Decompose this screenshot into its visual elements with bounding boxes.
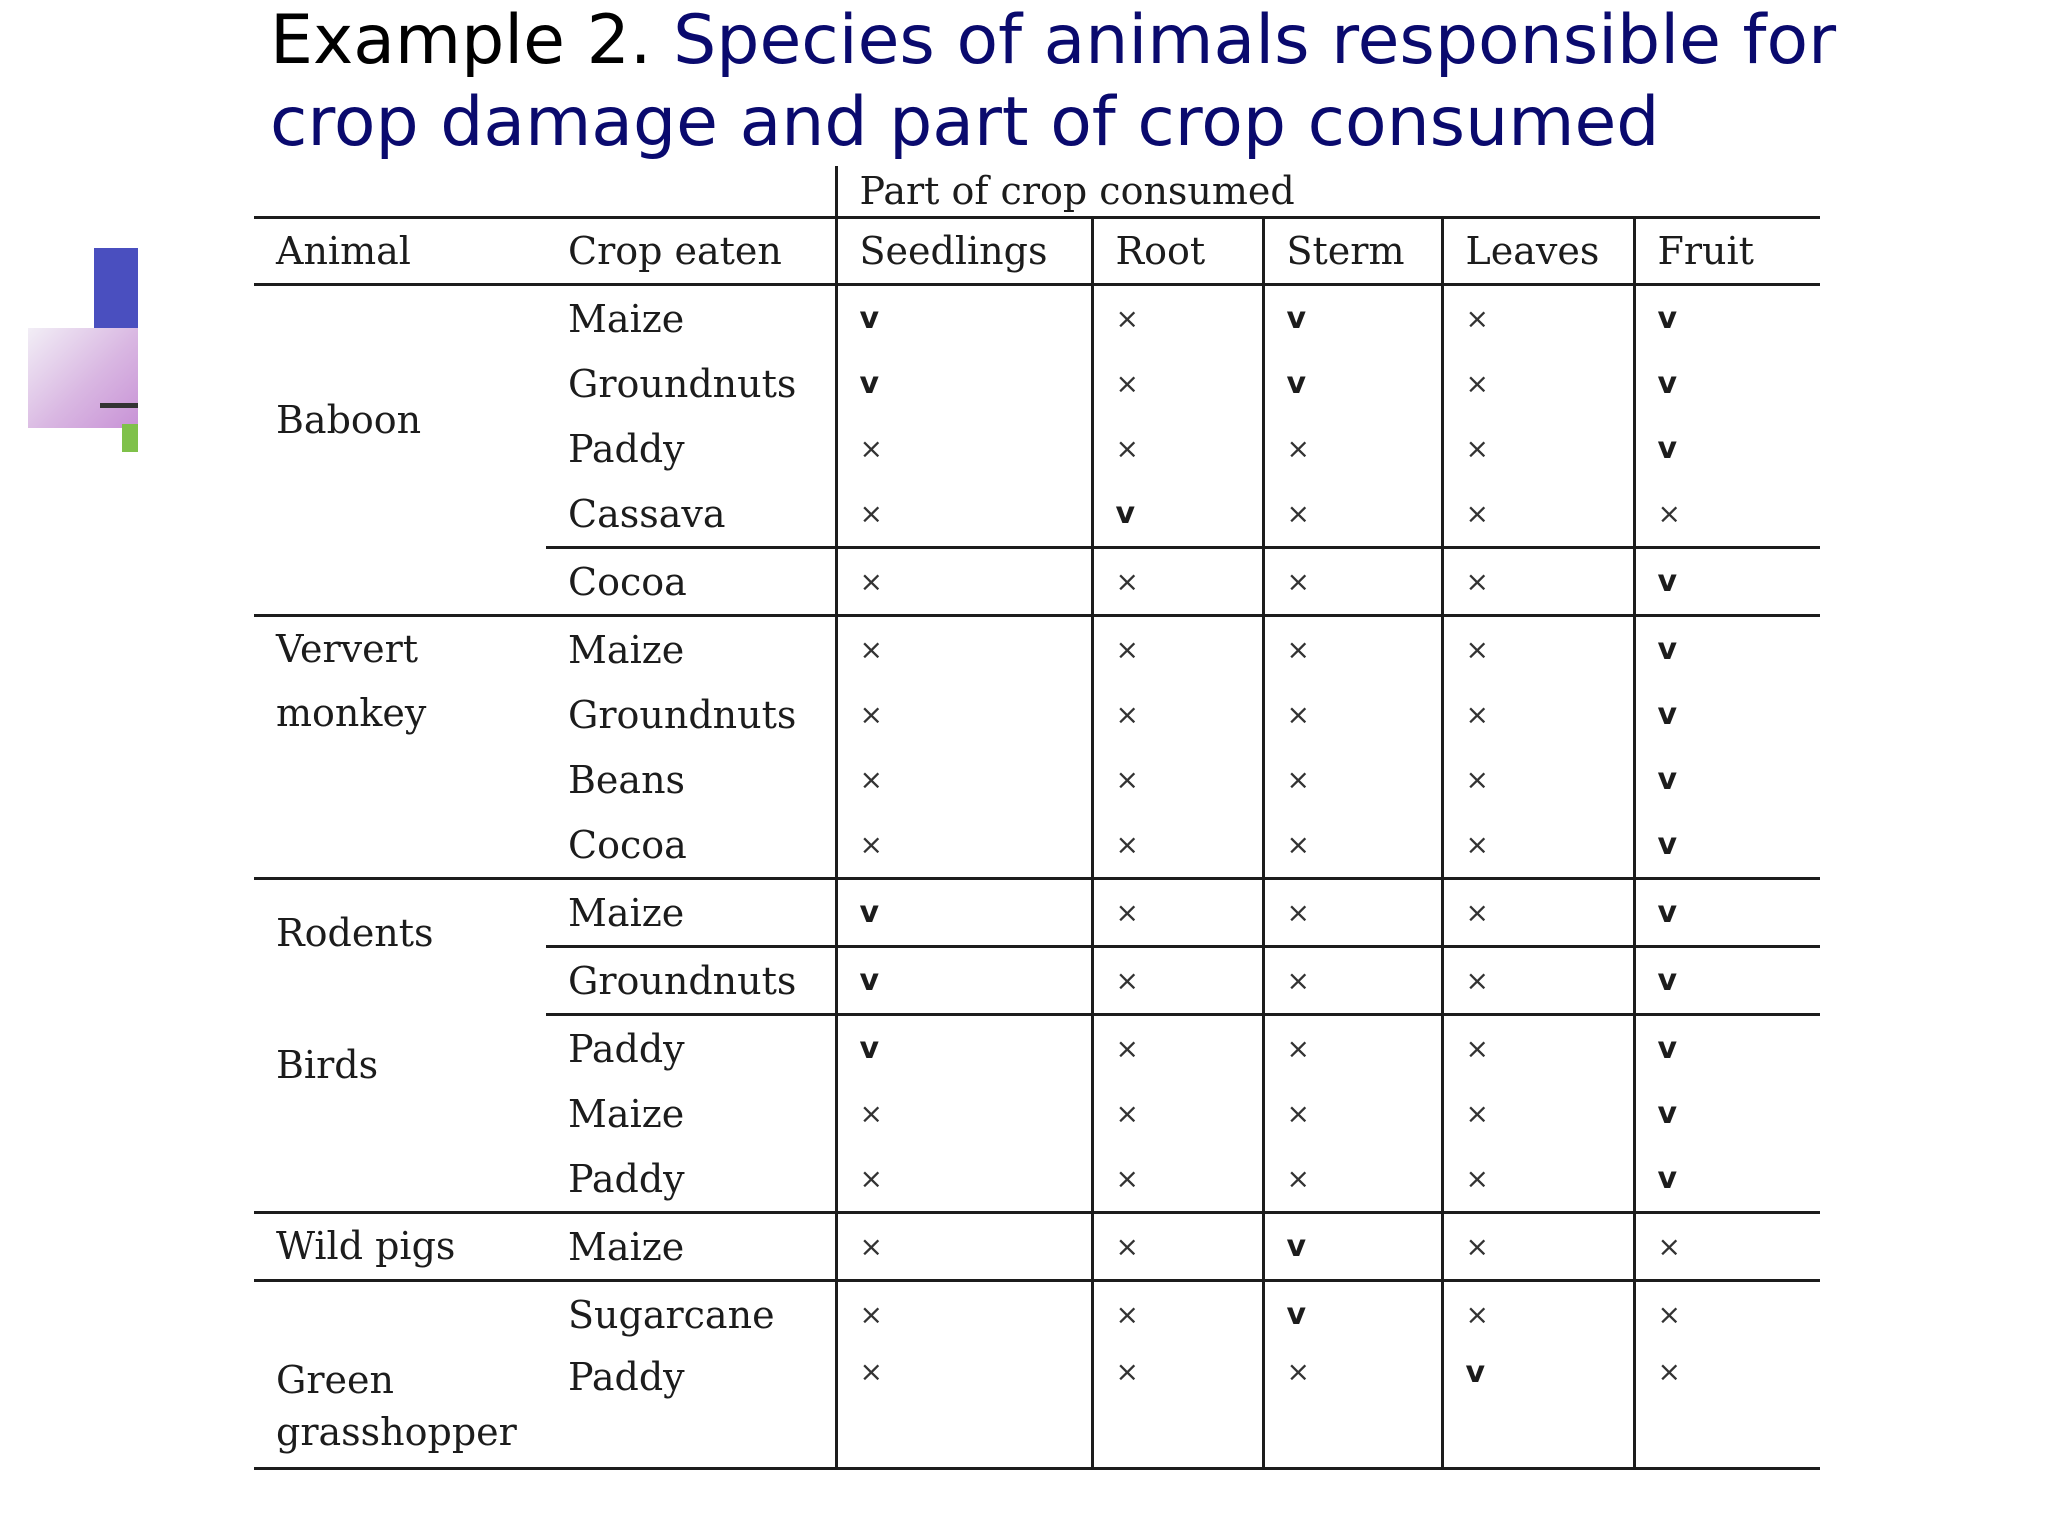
- crop-cell: Paddy: [546, 1015, 836, 1082]
- animal-cell: [254, 1213, 546, 1281]
- table-row: [254, 285, 1820, 352]
- cell-root: ×: [1092, 548, 1263, 616]
- cell-fruit: v: [1634, 548, 1820, 616]
- cell-root: ×: [1092, 1347, 1263, 1469]
- header-animal: Animal: [254, 218, 546, 285]
- cell-seedlings: ×: [836, 1281, 1092, 1348]
- title-main: Species of animals responsible for crop damage and part of crop consumed: [270, 1, 1837, 162]
- cell-stem: ×: [1263, 812, 1442, 879]
- cell-seedlings: ×: [836, 548, 1092, 616]
- cell-leaves: ×: [1442, 812, 1634, 879]
- cell-fruit: v: [1634, 682, 1820, 747]
- cell-root: ×: [1092, 1146, 1263, 1213]
- header-root: Root: [1092, 218, 1263, 285]
- cell-root: v: [1092, 481, 1263, 548]
- cell-seedlings: ×: [836, 1213, 1092, 1281]
- cell-leaves: ×: [1442, 1081, 1634, 1146]
- cell-stem: ×: [1263, 947, 1442, 1015]
- cell-seedlings: v: [836, 947, 1092, 1015]
- cell-fruit: v: [1634, 351, 1820, 416]
- crop-cell: Groundnuts: [546, 947, 836, 1015]
- cell-seedlings: v: [836, 879, 1092, 947]
- decorative-gradient-block: [28, 328, 138, 428]
- header-stem: Sterm: [1263, 218, 1442, 285]
- cell-leaves: ×: [1442, 879, 1634, 947]
- table-row: [254, 616, 1820, 683]
- table-row: [254, 879, 1820, 947]
- decorative-line: [100, 403, 138, 408]
- cell-stem: ×: [1263, 747, 1442, 812]
- cell-fruit: v: [1634, 812, 1820, 879]
- cell-seedlings: ×: [836, 812, 1092, 879]
- cell-stem: v: [1263, 285, 1442, 352]
- animal-label: Green: [276, 1358, 394, 1402]
- cell-seedlings: ×: [836, 481, 1092, 548]
- cell-seedlings: ×: [836, 616, 1092, 683]
- cell-root: ×: [1092, 1213, 1263, 1281]
- animal-label: Wild pigs: [276, 1224, 456, 1268]
- cell-fruit: v: [1634, 1081, 1820, 1146]
- cell-stem: ×: [1263, 682, 1442, 747]
- header-leaves: Leaves: [1442, 218, 1634, 285]
- crop-cell: Cassava: [568, 491, 726, 536]
- cell-leaves: ×: [1442, 351, 1634, 416]
- cell-root: ×: [1092, 747, 1263, 812]
- cell-stem: v: [1263, 1213, 1442, 1281]
- cell-leaves: ×: [1442, 682, 1634, 747]
- crop-cell: Paddy: [546, 1347, 836, 1469]
- cell-leaves: ×: [1442, 1015, 1634, 1082]
- cell-leaves: ×: [1442, 1281, 1634, 1348]
- cell-seedlings: v: [836, 285, 1092, 352]
- cell-stem: ×: [1263, 879, 1442, 947]
- cell-fruit: v: [1634, 285, 1820, 352]
- animal-label: Baboon: [276, 398, 422, 442]
- crop-damage-table: [254, 166, 1820, 1470]
- cell-stem: ×: [1263, 416, 1442, 481]
- cell-leaves: ×: [1442, 1146, 1634, 1213]
- cell-stem: ×: [1263, 1015, 1442, 1082]
- animal-label: Rodents: [276, 911, 434, 955]
- animal-label: [276, 966, 546, 1032]
- crop-cell: Paddy: [568, 426, 685, 471]
- table-row: [254, 1213, 1820, 1281]
- cell-root: ×: [1092, 1081, 1263, 1146]
- animal-label: Birds: [276, 1043, 379, 1087]
- cell-fruit: ×: [1634, 1281, 1820, 1348]
- cell-leaves: ×: [1442, 285, 1634, 352]
- cell-root: ×: [1092, 1281, 1263, 1348]
- cell-seedlings: ×: [836, 1146, 1092, 1213]
- column-header-row: [254, 218, 1820, 285]
- cell-root: ×: [1092, 351, 1263, 416]
- cell-fruit: v: [1634, 416, 1820, 481]
- cell-fruit: v: [1634, 947, 1820, 1015]
- table-row: [254, 1281, 1820, 1348]
- header-fruit: Fruit: [1634, 218, 1820, 285]
- cell-stem: v: [1263, 351, 1442, 416]
- animal-cell: [254, 879, 546, 1213]
- cell-leaves: ×: [1442, 1213, 1634, 1281]
- crop-cell: Beans: [568, 757, 686, 802]
- cell-root: ×: [1092, 1015, 1263, 1082]
- group-header-label: Part of crop consumed: [836, 166, 1820, 218]
- cell-stem: ×: [1263, 1146, 1442, 1213]
- cell-root: ×: [1092, 947, 1263, 1015]
- animal-cell: [254, 285, 546, 616]
- crop-cell: Paddy: [568, 1156, 685, 1201]
- crop-cell: Maize: [546, 1213, 836, 1281]
- cell-leaves: ×: [1442, 747, 1634, 812]
- crop-cell: Maize: [568, 296, 685, 341]
- cell-fruit: v: [1634, 616, 1820, 683]
- cell-stem: ×: [1263, 616, 1442, 683]
- header-crop-eaten: Crop eaten: [546, 218, 836, 285]
- cell-leaves: ×: [1442, 481, 1634, 548]
- crop-cell: Cocoa: [546, 548, 836, 616]
- slide-title: [270, 0, 1970, 164]
- cell-leaves: ×: [1442, 947, 1634, 1015]
- cell-seedlings: ×: [836, 1081, 1092, 1146]
- cell-fruit: v: [1634, 1015, 1820, 1082]
- cell-seedlings: ×: [836, 1347, 1092, 1469]
- cell-seedlings: v: [836, 1015, 1092, 1082]
- cell-root: ×: [1092, 285, 1263, 352]
- crop-cell: Groundnuts: [568, 692, 797, 737]
- animal-label: grasshopper: [276, 1410, 517, 1454]
- crop-cell: Maize: [546, 616, 836, 683]
- cell-fruit: ×: [1634, 481, 1820, 548]
- cell-root: ×: [1092, 812, 1263, 879]
- cell-leaves: ×: [1442, 548, 1634, 616]
- cell-fruit: v: [1634, 879, 1820, 947]
- cell-leaves: ×: [1442, 616, 1634, 683]
- title-prefix: Example 2.: [270, 1, 652, 80]
- cell-seedlings: ×: [836, 747, 1092, 812]
- cell-root: ×: [1092, 616, 1263, 683]
- crop-cell: Cocoa: [568, 822, 687, 867]
- cell-stem: ×: [1263, 1347, 1442, 1469]
- cell-seedlings: ×: [836, 416, 1092, 481]
- decorative-green-block: [122, 424, 138, 452]
- cell-stem: v: [1263, 1281, 1442, 1348]
- cell-root: ×: [1092, 879, 1263, 947]
- cell-root: ×: [1092, 416, 1263, 481]
- cell-leaves: v: [1442, 1347, 1634, 1469]
- crop-cell: Maize: [568, 1091, 685, 1136]
- animal-cell: [254, 1281, 546, 1469]
- header-seedlings: Seedlings: [836, 218, 1092, 285]
- cell-fruit: v: [1634, 747, 1820, 812]
- animal-cell: [254, 616, 546, 879]
- cell-seedlings: v: [836, 351, 1092, 416]
- cell-fruit: ×: [1634, 1213, 1820, 1281]
- crop-cell: Maize: [546, 879, 836, 947]
- crop-cell: Sugarcane: [546, 1281, 836, 1348]
- cell-stem: ×: [1263, 1081, 1442, 1146]
- crop-cell: Groundnuts: [568, 361, 797, 406]
- decorative-blue-block: [94, 248, 138, 328]
- cell-leaves: ×: [1442, 416, 1634, 481]
- animal-label: Ververt: [276, 627, 418, 671]
- cell-stem: ×: [1263, 548, 1442, 616]
- cell-fruit: ×: [1634, 1347, 1820, 1469]
- cell-root: ×: [1092, 682, 1263, 747]
- animal-label: monkey: [276, 691, 427, 735]
- cell-fruit: v: [1634, 1146, 1820, 1213]
- cell-stem: ×: [1263, 481, 1442, 548]
- group-header-row: [254, 166, 1820, 218]
- cell-seedlings: ×: [836, 682, 1092, 747]
